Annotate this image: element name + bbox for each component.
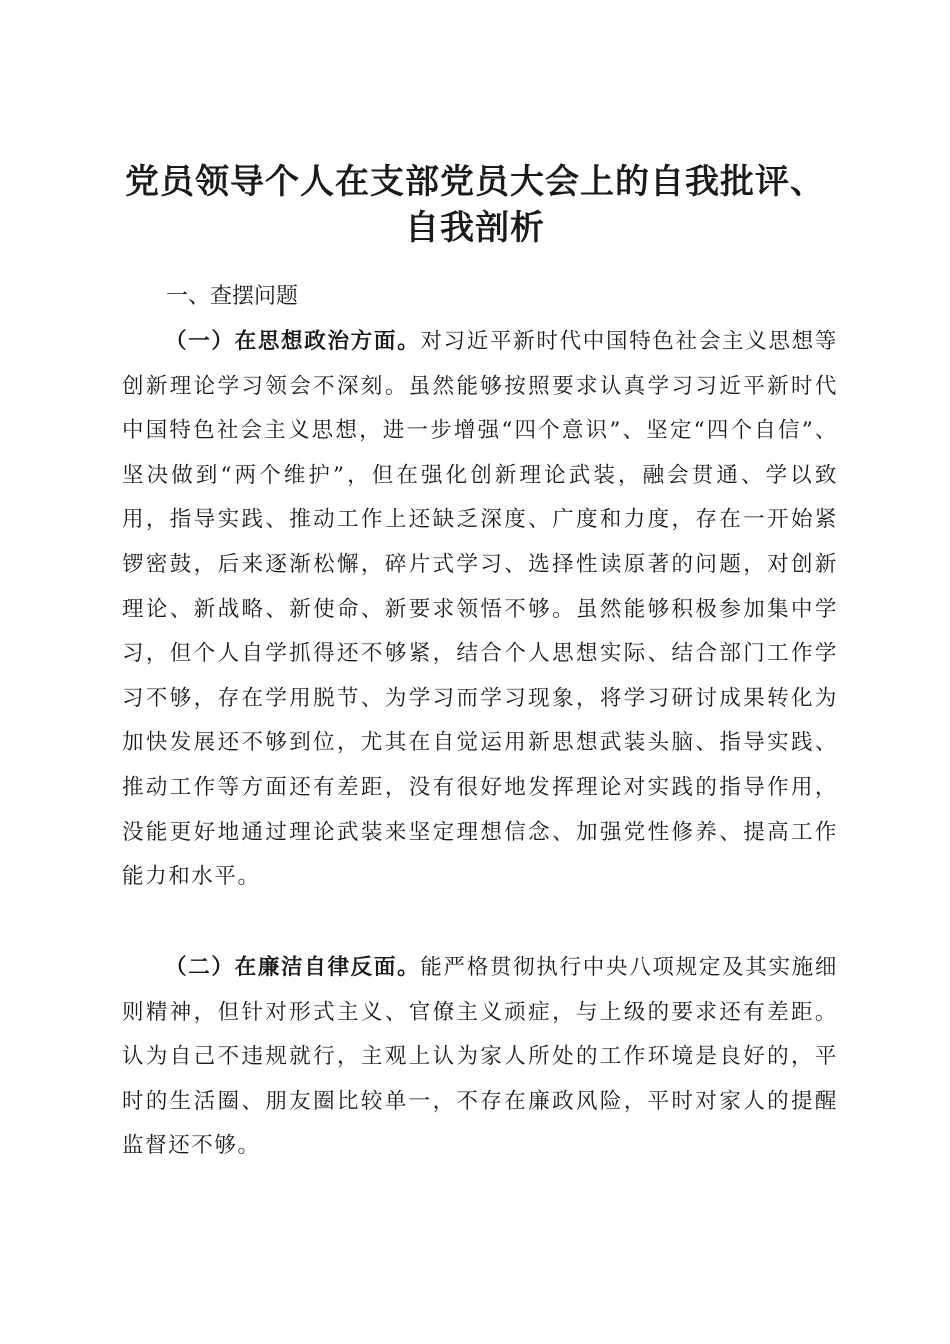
paragraph-lead: （一）在思想政治方面。	[165, 329, 421, 354]
paragraph-ideology	[122, 320, 838, 900]
section-heading: 一、查摆问题	[166, 284, 299, 309]
paragraph-integrity	[122, 946, 838, 1169]
document-title-line-2: 自我剖析	[405, 207, 545, 248]
document-title-line-1: 党员领导个人在支部党员大会上的自我批评、	[125, 161, 825, 202]
paragraph-lead: （二）在廉洁自律反面。	[165, 955, 421, 980]
paragraph-text: 对习近平新时代中国特色社会主义思想等创新理论学习领会不深刻。虽然能够按照要求认真学习习近平新时代中国特色社会主义思想，进一步增强“四个意识”、坚定“四个自信”、坚决做到“两个维护”，但在强化创新理论武装，融会贯通、学以致用，指导实践、推动工作上还缺乏深度、广度和力度，存在一开始紧锣密鼓，后来逐渐松懈，碎片式学习、选择性读原著的问题，对创新理论、新战略、新使命、新要求领悟不够。虽然能够积极参加集中学习，但个人自学抓得还不够紧，结合个人思想实际、结合部门工作学习不够，存在学用脱节、为学习而学习现象，将学习研讨成果转化为加快发展还不够到位，尤其在自觉运用新思想武装头脑、指导实践、推动工作等方面还有差距，没有很好地发挥理论对实践的指导作用，没能更好地通过理论武装来坚定理想信念、加强党性修养、提高工作能力和水平。	[122, 329, 838, 890]
paragraph-text: 能严格贯彻执行中央八项规定及其实施细则精神，但针对形式主义、官僚主义顽症，与上级的要求还有差距。认为自己不违规就行，主观上认为家人所处的工作环境是良好的，平时的生活圈、朋友圈比较单一，不存在廉政风险，平时对家人的提醒监督还不够。	[122, 955, 838, 1159]
